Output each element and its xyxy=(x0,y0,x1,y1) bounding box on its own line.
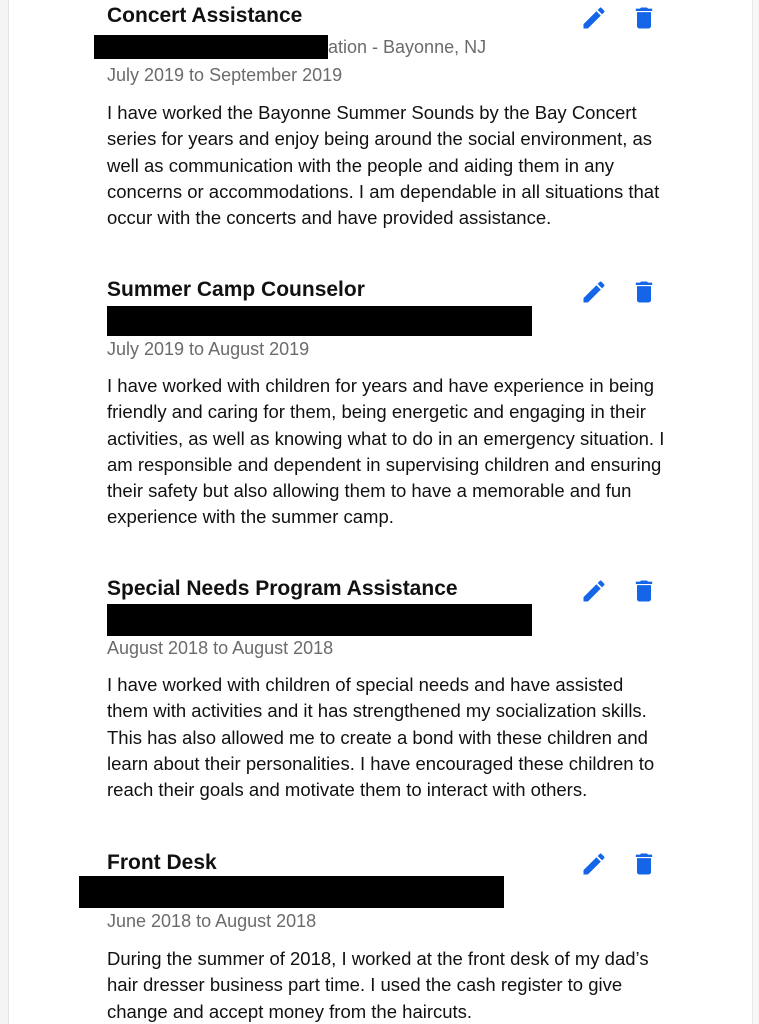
redacted-organization xyxy=(94,35,328,59)
trash-icon xyxy=(630,278,658,306)
experience-dates: June 2018 to August 2018 xyxy=(107,911,317,931)
pencil-icon xyxy=(580,577,608,605)
pencil-icon xyxy=(580,850,608,878)
trash-icon xyxy=(630,850,658,878)
redacted-organization xyxy=(107,306,532,336)
experience-title: Front Desk xyxy=(107,851,217,874)
left-page-border xyxy=(0,0,9,1024)
experience-title: Concert Assistance xyxy=(107,4,303,27)
experience-entry-concert-assistance xyxy=(107,0,667,260)
trash-icon xyxy=(630,577,658,605)
pencil-icon xyxy=(580,4,608,32)
delete-button-front-desk[interactable] xyxy=(629,849,659,879)
experience-description: I have worked with children for years and have experience in being friendly and caring for them, being energetic and engaging in their activities, as well as knowing what to do in an emergency situation. I am responsible and dependent in supervising children and ensuring their safety but also allowing them to have a memorable and fun experience with the summer camp. xyxy=(107,375,665,528)
redacted-organization xyxy=(107,604,532,636)
pencil-icon xyxy=(580,278,608,306)
experience-title: Summer Camp Counselor xyxy=(107,278,365,301)
experience-organization: ation - Bayonne, NJ xyxy=(328,37,487,57)
experience-entry-summer-camp-counselor xyxy=(107,275,667,560)
experience-title: Special Needs Program Assistance xyxy=(107,577,458,600)
experience-description: I have worked the Bayonne Summer Sounds by the Bay Concert series for years and enjoy being around the social environment, as well as communication with the people and aiding them in any concerns or accommodations. I am dependable in all situations that occur with the concerts and have provided assistance. xyxy=(107,102,660,229)
right-page-border xyxy=(752,0,759,1024)
experience-description: I have worked with children of special needs and have assisted them with activities and it has strengthened my socialization skills. This has also allowed me to create a bond with these children and learn about their personalities. I have encouraged these children to reach their goals and motivate them to interact with others. xyxy=(107,674,655,801)
experience-dates: August 2018 to August 2018 xyxy=(107,638,334,658)
edit-button-special-needs-program[interactable] xyxy=(579,576,609,606)
redacted-organization xyxy=(79,876,504,908)
edit-button-front-desk[interactable] xyxy=(579,849,609,879)
trash-icon xyxy=(630,4,658,32)
edit-button-summer-camp-counselor[interactable] xyxy=(579,277,609,307)
experience-description: During the summer of 2018, I worked at the front desk of my dad’s hair dresser business part time. I used the cash register to give change and accept money from the haircuts. xyxy=(107,948,649,1022)
experience-dates: July 2019 to September 2019 xyxy=(107,65,343,85)
delete-button-summer-camp-counselor[interactable] xyxy=(629,277,659,307)
delete-button-concert-assistance[interactable] xyxy=(629,3,659,33)
experience-dates: July 2019 to August 2019 xyxy=(107,339,310,359)
edit-button-concert-assistance[interactable] xyxy=(579,3,609,33)
delete-button-special-needs-program[interactable] xyxy=(629,576,659,606)
experience-entry-special-needs-program xyxy=(107,574,667,834)
